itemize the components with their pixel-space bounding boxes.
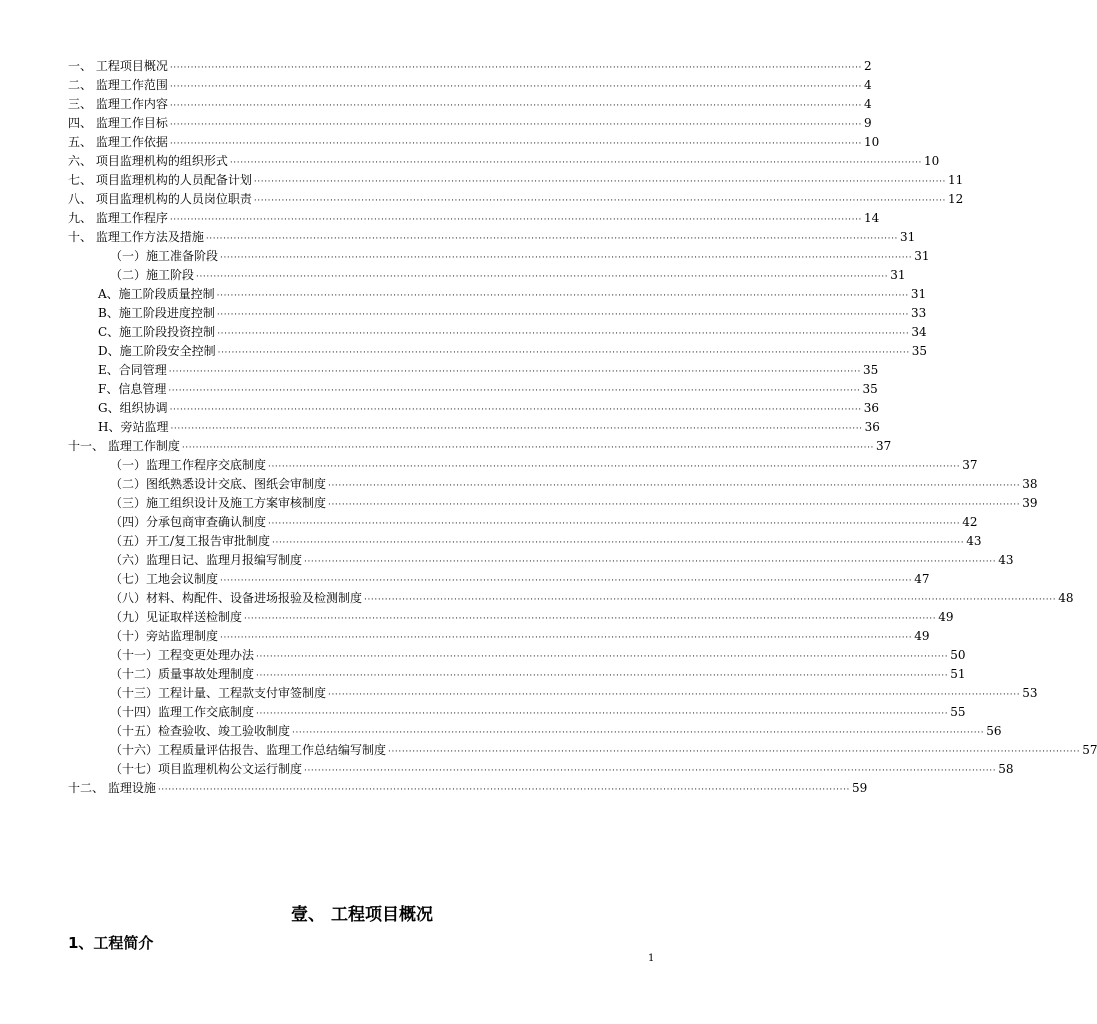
toc-entry-page: 37	[876, 439, 892, 453]
toc-entry[interactable]	[68, 437, 892, 456]
toc-entry-label: （十五）检查验收、竣工验收制度	[110, 724, 291, 738]
toc-entry-label: 一、 工程项目概况	[68, 59, 168, 73]
toc-entry-label: B、施工阶段进度控制	[98, 306, 215, 320]
toc-entry-page: 14	[864, 211, 880, 225]
toc-entry[interactable]	[68, 133, 880, 152]
toc-dot-leader: ········································································································································································································	[169, 405, 862, 415]
toc-entry-label: 十二、 监理设施	[68, 781, 156, 795]
toc-entry-page: 50	[950, 648, 966, 662]
toc-entry[interactable]	[110, 608, 954, 627]
page-number: 1	[648, 953, 655, 964]
toc-entry-label: （八）材料、构配件、设备进场报验及检测制度	[110, 591, 363, 605]
toc-dot-leader: ········································································································································································································	[304, 557, 997, 567]
toc-entry[interactable]	[68, 57, 872, 76]
toc-entry-label: 七、 项目监理机构的人员配备计划	[68, 173, 252, 187]
toc-entry[interactable]	[110, 722, 1002, 741]
toc-entry-label: （十三）工程计量、工程款支付审签制度	[110, 686, 327, 700]
toc-entry-label: 五、 监理工作依据	[68, 135, 168, 149]
toc-dot-leader: ········································································································································································································	[268, 519, 961, 529]
toc-dot-leader: ········································································································································································································	[364, 595, 1057, 605]
toc-entry[interactable]	[68, 171, 964, 190]
toc-entry-label: 十、 监理工作方法及措施	[68, 230, 204, 244]
toc-entry-label: （五）开工/复工报告审批制度	[110, 534, 271, 548]
toc-dot-leader: ········································································································································································································	[256, 671, 949, 681]
toc-entry-page: 55	[950, 705, 966, 719]
toc-entry-page: 43	[998, 553, 1014, 567]
toc-entry-page: 36	[863, 401, 880, 415]
toc-dot-leader: ········································································································································································································	[169, 101, 862, 111]
toc-entry-page: 35	[911, 344, 928, 358]
toc-entry-label: （十二）质量事故处理制度	[110, 667, 255, 681]
toc-dot-leader: ········································································································································································································	[268, 462, 961, 472]
toc-dot-leader: ········································································································································································································	[304, 766, 997, 776]
toc-entry-page: 49	[914, 629, 930, 643]
toc-entry-page: 49	[938, 610, 954, 624]
toc-dot-leader: ········································································································································································································	[169, 63, 862, 73]
toc-entry-page: 35	[862, 382, 878, 396]
toc-entry-label: A、施工阶段质量控制	[98, 287, 215, 301]
toc-entry-page: 42	[962, 515, 978, 529]
toc-entry[interactable]	[68, 228, 916, 247]
toc-entry-label: （二）施工阶段	[110, 268, 195, 282]
toc-entry-page: 34	[911, 325, 927, 339]
toc-entry-page: 36	[864, 420, 880, 434]
toc-entry[interactable]	[110, 741, 1097, 760]
toc-dot-leader: ········································································································································································································	[256, 709, 949, 719]
toc-entry[interactable]	[98, 418, 880, 437]
toc-dot-leader: ········································································································································································································	[169, 82, 862, 92]
toc-dot-leader: ········································································································································································································	[168, 386, 861, 396]
toc-dot-leader: ········································································································································································································	[196, 272, 889, 282]
toc-entry[interactable]	[68, 152, 940, 171]
toc-entry-page: 58	[998, 762, 1014, 776]
toc-entry-page: 56	[986, 724, 1002, 738]
toc-entry[interactable]	[110, 589, 1074, 608]
toc-entry-label: （六）监理日记、监理月报编写制度	[110, 553, 303, 567]
toc-entry-label: 十一、 监理工作制度	[68, 439, 180, 453]
toc-entry-label: F、信息管理	[98, 382, 167, 396]
toc-entry[interactable]	[110, 513, 978, 532]
toc-entry-label: G、组织协调	[98, 401, 168, 415]
toc-entry[interactable]	[98, 361, 879, 380]
toc-entry-label: （十）旁站监理制度	[110, 629, 219, 643]
toc-entry[interactable]	[110, 551, 1014, 570]
toc-dot-leader: ········································································································································································································	[169, 215, 862, 225]
toc-entry-page: 12	[948, 192, 964, 206]
section-heading: 壹、 工程项目概况	[291, 905, 433, 925]
toc-dot-leader: ········································································································································································································	[256, 652, 949, 662]
toc-entry-label: C、施工阶段投资控制	[98, 325, 216, 339]
toc-dot-leader: ········································································································································································································	[272, 538, 965, 548]
toc-entry-label: （十四）监理工作交底制度	[110, 705, 255, 719]
toc-dot-leader: ········································································································································································································	[220, 633, 913, 643]
toc-entry-page: 37	[962, 458, 978, 472]
toc-entry-label: H、旁站监理	[98, 420, 169, 434]
toc-entry[interactable]	[110, 570, 930, 589]
toc-dot-leader: ········································································································································································································	[388, 747, 1081, 757]
toc-entry[interactable]	[68, 114, 872, 133]
toc-entry-page: 51	[950, 667, 966, 681]
toc-dot-leader: ········································································································································································································	[244, 614, 937, 624]
toc-entry[interactable]	[68, 76, 872, 95]
toc-entry-label: 八、 项目监理机构的人员岗位职责	[68, 192, 252, 206]
subsection-heading: 1、工程简介	[68, 934, 154, 952]
toc-entry[interactable]	[98, 304, 927, 323]
toc-entry-page: 31	[890, 268, 906, 282]
toc-entry-page: 53	[1022, 686, 1038, 700]
toc-entry-page: 9	[864, 116, 872, 130]
toc-dot-leader: ········································································································································································································	[216, 310, 909, 320]
toc-entry-label: 三、 监理工作内容	[68, 97, 168, 111]
toc-entry-label: 二、 监理工作范围	[68, 78, 168, 92]
toc-entry-label: （三）施工组织设计及施工方案审核制度	[110, 496, 327, 510]
toc-dot-leader: ········································································································································································································	[217, 348, 910, 358]
toc-dot-leader: ········································································································································································································	[253, 196, 946, 206]
toc-dot-leader: ········································································································································································································	[217, 329, 910, 339]
toc-dot-leader: ········································································································································································································	[168, 367, 861, 377]
toc-dot-leader: ········································································································································································································	[328, 690, 1021, 700]
toc-entry-label: （七）工地会议制度	[110, 572, 219, 586]
toc-entry[interactable]	[110, 760, 1014, 779]
toc-entry-label: （四）分承包商审查确认制度	[110, 515, 267, 529]
toc-dot-leader: ········································································································································································································	[220, 253, 913, 263]
toc-entry-label: （十七）项目监理机构公文运行制度	[110, 762, 303, 776]
toc-entry[interactable]	[110, 646, 966, 665]
toc-dot-leader: ········································································································································································································	[229, 158, 922, 168]
toc-entry-page: 31	[914, 249, 930, 263]
toc-entry-label: E、合同管理	[98, 363, 167, 377]
toc-dot-leader: ········································································································································································································	[220, 576, 913, 586]
toc-entry-label: （一）施工准备阶段	[110, 249, 219, 263]
toc-dot-leader: ········································································································································································································	[170, 424, 863, 434]
toc-dot-leader: ········································································································································································································	[205, 234, 898, 244]
toc-entry-label: 六、 项目监理机构的组织形式	[68, 154, 228, 168]
toc-entry-page: 2	[864, 59, 872, 73]
toc-entry[interactable]	[68, 95, 872, 114]
toc-entry[interactable]	[98, 399, 880, 418]
toc-dot-leader: ········································································································································································································	[157, 785, 850, 795]
toc-entry[interactable]	[110, 532, 982, 551]
toc-entry-page: 31	[900, 230, 916, 244]
toc-entry-page: 43	[966, 534, 982, 548]
toc-entry[interactable]	[110, 266, 906, 285]
toc-entry-page: 4	[864, 78, 872, 92]
toc-dot-leader: ········································································································································································································	[253, 177, 946, 187]
toc-entry-label: 四、 监理工作目标	[68, 116, 168, 130]
toc-entry[interactable]	[68, 190, 964, 209]
toc-entry-page: 10	[864, 135, 880, 149]
toc-entry[interactable]	[98, 285, 927, 304]
toc-entry[interactable]	[110, 475, 1038, 494]
toc-entry[interactable]	[110, 703, 966, 722]
toc-entry-page: 57	[1082, 743, 1097, 757]
toc-entry-label: （一）监理工作程序交底制度	[110, 458, 267, 472]
toc-entry-label: （十一）工程变更处理办法	[110, 648, 255, 662]
toc-entry[interactable]	[110, 247, 930, 266]
toc-entry-label: （十六）工程质量评估报告、监理工作总结编写制度	[110, 743, 387, 757]
toc-entry[interactable]	[110, 665, 966, 684]
toc-entry-label: （九）见证取样送检制度	[110, 610, 243, 624]
toc-entry-page: 33	[911, 306, 927, 320]
toc-dot-leader: ········································································································································································································	[292, 728, 985, 738]
toc-entry-page: 11	[948, 173, 964, 187]
toc-dot-leader: ········································································································································································································	[169, 120, 862, 130]
toc-entry[interactable]	[110, 627, 930, 646]
toc-entry[interactable]	[110, 456, 978, 475]
toc-entry-page: 39	[1022, 496, 1038, 510]
toc-entry[interactable]	[98, 380, 878, 399]
toc-dot-leader: ········································································································································································································	[216, 291, 909, 301]
toc-dot-leader: ········································································································································································································	[169, 139, 862, 149]
toc-dot-leader: ········································································································································································································	[328, 481, 1021, 491]
toc-entry-label: 九、 监理工作程序	[68, 211, 168, 225]
toc-dot-leader: ········································································································································································································	[181, 443, 874, 453]
toc-dot-leader: ········································································································································································································	[328, 500, 1021, 510]
toc-entry[interactable]	[98, 323, 927, 342]
toc-entry-page: 48	[1058, 591, 1074, 605]
toc-entry[interactable]	[98, 342, 928, 361]
toc-entry[interactable]	[110, 494, 1038, 513]
toc-entry-label: （二）图纸熟悉设计交底、图纸会审制度	[110, 477, 327, 491]
toc-entry[interactable]	[68, 779, 868, 798]
toc-entry-page: 38	[1022, 477, 1038, 491]
toc-entry-page: 59	[852, 781, 868, 795]
toc-entry-page: 35	[862, 363, 879, 377]
toc-entry-page: 4	[864, 97, 872, 111]
toc-entry[interactable]	[110, 684, 1038, 703]
toc-entry-page: 47	[914, 572, 930, 586]
toc-entry-label: D、施工阶段安全控制	[98, 344, 216, 358]
toc-entry[interactable]	[68, 209, 880, 228]
toc-entry-page: 31	[910, 287, 927, 301]
toc-entry-page: 10	[924, 154, 940, 168]
